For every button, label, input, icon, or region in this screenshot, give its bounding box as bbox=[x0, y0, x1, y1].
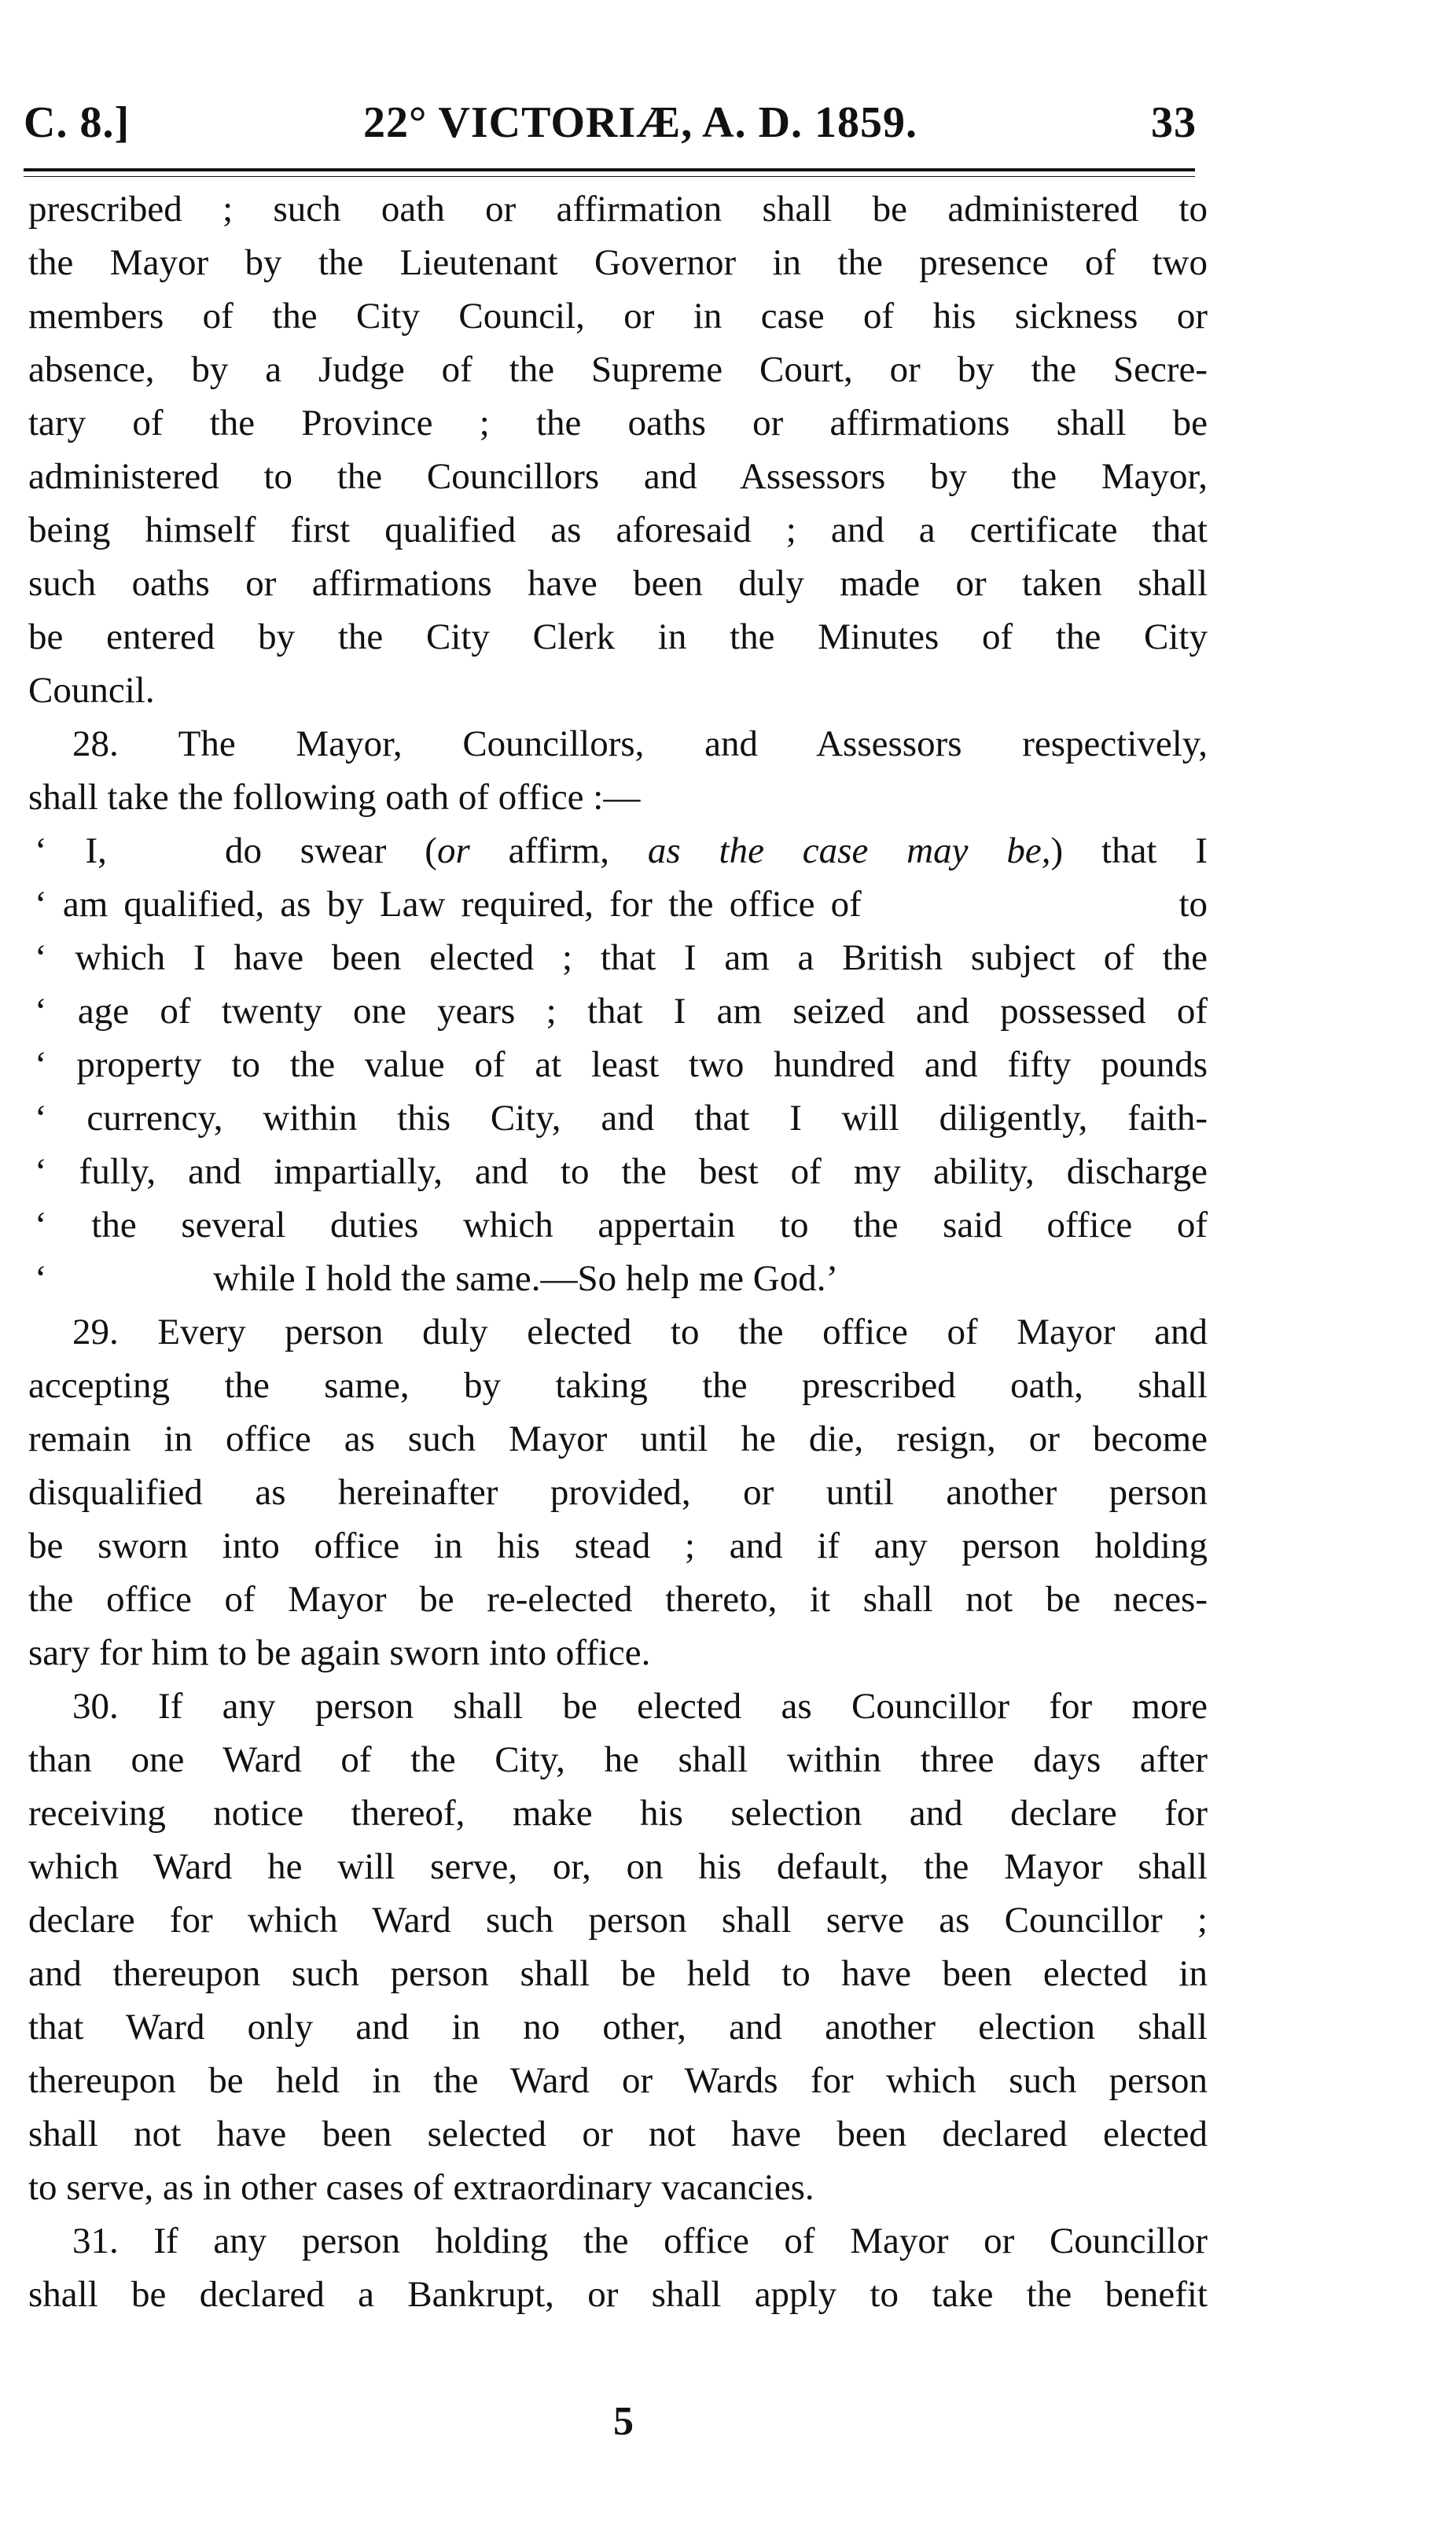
section-30-line: that Ward only and in no other, and another election shall bbox=[28, 2007, 1208, 2048]
section-30 bbox=[28, 1680, 1208, 2214]
section-30-line: to serve, as in other cases of extraordinary vacancies. bbox=[28, 2167, 814, 2208]
page-number: 33 bbox=[1150, 98, 1197, 147]
oath-line: ‘ the several duties which appertain to the said office of bbox=[35, 1205, 1208, 1246]
text-line: Council. bbox=[28, 670, 155, 711]
statute-text bbox=[28, 182, 1208, 2321]
oath-line: ‘ I, do swear (or affirm, as the case may be,) that I bbox=[35, 830, 1208, 871]
text-line: administered to the Councillors and Assessors by the Mayor, bbox=[28, 456, 1208, 497]
text-line: members of the City Council, or in case of his sickness or bbox=[28, 296, 1208, 337]
oath-line: ‘ fully, and impartially, and to the best of my ability, discharge bbox=[35, 1151, 1208, 1192]
oath-line: ‘ property to the value of at least two hundred and fifty pounds bbox=[35, 1044, 1208, 1085]
oath-line: ‘ which I have been elected ; that I am a British subject of the bbox=[35, 937, 1208, 978]
text-line: be entered by the City Clerk in the Minutes of the City bbox=[28, 616, 1208, 657]
header-rule bbox=[24, 168, 1195, 177]
section-28-line: shall take the following oath of office :— bbox=[28, 777, 641, 818]
oath-line: ‘ am qualified, as by Law required, for the office of to bbox=[35, 884, 1208, 925]
act-title: 22° VICTORIÆ, A. D. 1859. bbox=[363, 98, 918, 147]
oath-line: ‘ while I hold the same.—So help me God.’ bbox=[35, 1258, 839, 1299]
chapter-reference: C. 8.] bbox=[24, 98, 131, 147]
section-30-line: which Ward he will serve, or, on his default, the Mayor shall bbox=[28, 1846, 1208, 1887]
text-line: absence, by a Judge of the Supreme Court, or by the Secre- bbox=[28, 349, 1208, 390]
section-28 bbox=[28, 717, 1208, 824]
text-line: such oaths or affirmations have been duly made or taken shall bbox=[28, 563, 1208, 604]
running-header bbox=[24, 85, 1197, 148]
section-30-line: declare for which Ward such person shall serve as Councillor ; bbox=[28, 1900, 1208, 1941]
section-30-line: than one Ward of the City, he shall within three days after bbox=[28, 1739, 1208, 1780]
oath-of-office bbox=[28, 824, 1208, 1305]
text-line: prescribed ; such oath or affirmation shall be administered to bbox=[28, 189, 1208, 230]
continuation-paragraph bbox=[28, 182, 1208, 717]
section-29-line: be sworn into office in his stead ; and if any person holding bbox=[28, 1525, 1208, 1566]
section-29 bbox=[28, 1305, 1208, 1680]
section-29-line: sary for him to be again sworn into office. bbox=[28, 1632, 651, 1673]
section-28-line: 28. The Mayor, Councillors, and Assessors respectively, bbox=[72, 723, 1208, 764]
text-line: being himself first qualified as aforesaid ; and a certificate that bbox=[28, 510, 1208, 550]
section-30-line: 30. If any person shall be elected as Councillor for more bbox=[72, 1686, 1208, 1727]
text-line: tary of the Province ; the oaths or affirmations shall be bbox=[28, 403, 1208, 443]
section-29-line: disqualified as hereinafter provided, or until another person bbox=[28, 1472, 1208, 1513]
section-29-line: 29. Every person duly elected to the office of Mayor and bbox=[72, 1312, 1208, 1352]
section-30-line: thereupon be held in the Ward or Wards for which such person bbox=[28, 2060, 1208, 2101]
section-29-line: remain in office as such Mayor until he die, resign, or become bbox=[28, 1419, 1208, 1459]
section-29-line: the office of Mayor be re-elected thereto, it shall not be neces- bbox=[28, 1579, 1208, 1620]
section-31-line: shall be declared a Bankrupt, or shall apply to take the benefit bbox=[28, 2274, 1208, 2315]
section-30-line: shall not have been selected or not have been declared elected bbox=[28, 2114, 1208, 2154]
section-30-line: receiving notice thereof, make his selection and declare for bbox=[28, 1793, 1208, 1834]
oath-opening: ‘ I, bbox=[35, 830, 107, 871]
oath-line: ‘ age of twenty one years ; that I am seized and possessed of bbox=[35, 991, 1208, 1032]
section-31 bbox=[28, 2214, 1208, 2321]
section-29-line: accepting the same, by taking the prescribed oath, shall bbox=[28, 1365, 1208, 1406]
text-line: the Mayor by the Lieutenant Governor in the presence of two bbox=[28, 242, 1208, 283]
oath-line: ‘ currency, within this City, and that I will diligently, faith- bbox=[35, 1098, 1208, 1139]
signature-mark: 5 bbox=[613, 2399, 634, 2444]
section-30-line: and thereupon such person shall be held to have been elected in bbox=[28, 1953, 1208, 1994]
section-31-line: 31. If any person holding the office of Mayor or Councillor bbox=[72, 2221, 1208, 2261]
